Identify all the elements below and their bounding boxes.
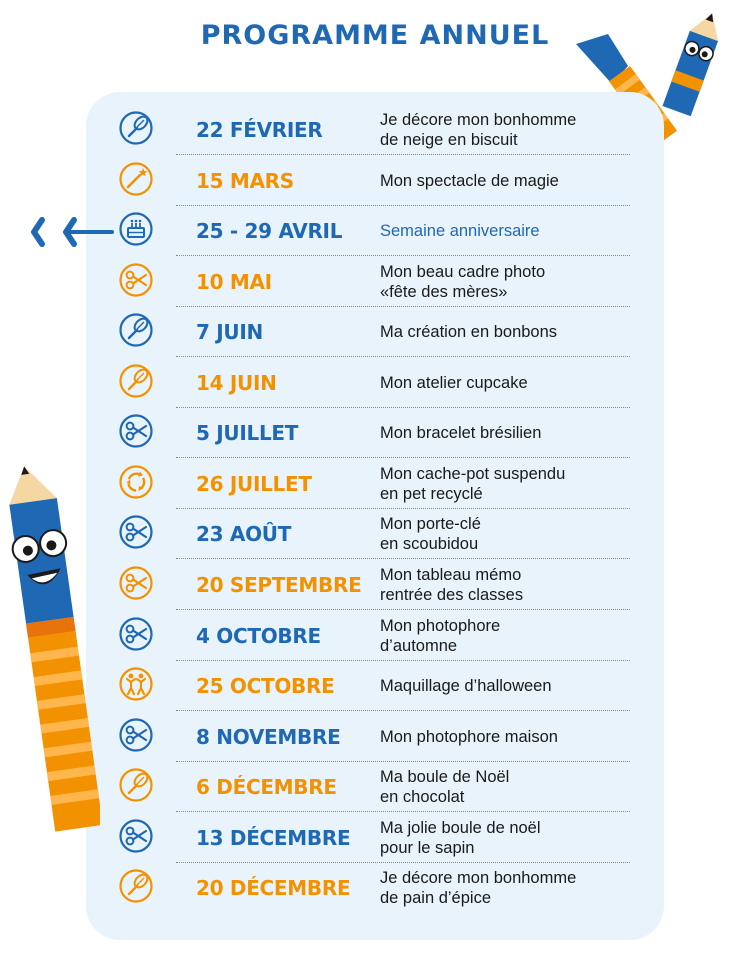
- event-date: 25 OCTOBRE: [196, 674, 335, 699]
- scissors-icon: [118, 262, 154, 298]
- recycle-icon: [118, 464, 154, 500]
- event-description-line2: pour le sapin: [380, 838, 475, 857]
- program-row: [110, 307, 630, 357]
- program-row: [110, 358, 630, 408]
- event-date: 26 JUILLET: [196, 471, 312, 496]
- event-description: [380, 813, 640, 863]
- event-description-line2: en scoubidou: [380, 535, 479, 554]
- program-row: [110, 509, 630, 559]
- event-description: [380, 712, 640, 762]
- dancing-people-icon: [118, 666, 154, 702]
- pencil-mascot-left: [8, 460, 100, 840]
- event-description-line1: Ma jolie boule de noël: [380, 818, 541, 837]
- scissors-icon: [118, 616, 154, 652]
- whisk-icon: [118, 110, 154, 146]
- event-description-line2: en pet recyclé: [380, 484, 483, 503]
- event-description: [380, 863, 640, 913]
- event-description: [380, 307, 640, 357]
- event-description-line1: Mon bracelet brésilien: [380, 424, 542, 443]
- program-row: [110, 762, 630, 812]
- event-description-line1: Mon photophore: [380, 616, 501, 635]
- program-row: [110, 661, 630, 711]
- program-row: [110, 105, 630, 155]
- event-date: 4 OCTOBRE: [196, 623, 321, 648]
- event-date: 25 - 29 AVRIL: [196, 219, 343, 244]
- event-date: 23 AOÛT: [196, 522, 292, 547]
- event-date: 13 DÉCEMBRE: [196, 825, 351, 850]
- scissors-icon: [118, 413, 154, 449]
- event-description-line1: Ma création en bonbons: [380, 323, 558, 342]
- program-row: [110, 408, 630, 458]
- event-description: [380, 408, 640, 458]
- page-title: PROGRAMME ANNUEL: [200, 20, 550, 51]
- event-date: 5 JUILLET: [196, 421, 299, 446]
- event-description-line1: Semaine anniversaire: [380, 222, 540, 241]
- program-row: [110, 156, 630, 206]
- event-date: 22 FÉVRIER: [196, 118, 323, 142]
- event-description: [380, 509, 640, 559]
- program-row: [110, 206, 630, 256]
- program-row: [110, 560, 630, 610]
- event-description: [380, 459, 640, 509]
- event-description: [380, 257, 640, 307]
- whisk-icon: [118, 767, 154, 803]
- event-description: [380, 560, 640, 610]
- event-date: 20 DÉCEMBRE: [196, 876, 351, 901]
- program-row: [110, 863, 630, 913]
- whisk-icon: [118, 312, 154, 348]
- scissors-icon: [118, 818, 154, 854]
- scissors-icon: [118, 565, 154, 601]
- event-description: [380, 611, 640, 661]
- program-row: [110, 813, 630, 863]
- event-date: 10 MAI: [196, 269, 272, 294]
- event-description-line2: de pain d’épice: [380, 889, 492, 908]
- program-row: [110, 611, 630, 661]
- event-description-line1: Je décore mon bonhomme: [380, 111, 577, 129]
- event-description-line2: rentrée des classes: [380, 585, 524, 604]
- event-description-line1: Je décore mon bonhomme: [380, 869, 577, 888]
- program-row: [110, 257, 630, 307]
- event-date: 14 JUIN: [196, 370, 277, 395]
- event-description-line1: Ma boule de Noël: [380, 768, 510, 787]
- event-description-line2: en chocolat: [380, 788, 465, 807]
- event-description-line1: Maquillage d’halloween: [380, 677, 552, 696]
- program-row: [110, 712, 630, 762]
- event-date: 7 JUIN: [196, 320, 263, 345]
- event-description-line1: Mon photophore maison: [380, 727, 558, 746]
- scissors-icon: [118, 514, 154, 550]
- event-description-line1: Mon tableau mémo: [380, 565, 522, 584]
- event-description-line1: Mon atelier cupcake: [380, 373, 528, 392]
- event-description: [380, 156, 640, 206]
- event-date: 15 MARS: [196, 168, 294, 193]
- event-description-line2: de neige en biscuit: [380, 131, 518, 149]
- magic-wand-icon: [118, 161, 154, 197]
- event-description: [380, 105, 640, 155]
- scissors-icon: [118, 717, 154, 753]
- event-description-line1: Mon spectacle de magie: [380, 171, 559, 190]
- event-description-line1: Mon beau cadre photo: [380, 262, 546, 281]
- event-description-line1: Mon porte-clé: [380, 515, 481, 534]
- birthday-cake-icon: [118, 211, 154, 247]
- event-description: [380, 762, 640, 812]
- event-description: [380, 358, 640, 408]
- event-date: 8 NOVEMBRE: [196, 724, 341, 749]
- event-date: 6 DÉCEMBRE: [196, 775, 337, 800]
- event-description-line1: Mon cache-pot suspendu: [380, 464, 566, 483]
- event-description-line2: «fête des mères»: [380, 282, 508, 301]
- event-date: 20 SEPTEMBRE: [196, 572, 362, 597]
- program-row: [110, 459, 630, 509]
- arrow-left-icon: [30, 216, 114, 248]
- event-description-line2: d’automne: [380, 636, 458, 655]
- event-description: [380, 206, 640, 256]
- whisk-icon: [118, 868, 154, 904]
- event-description: [380, 661, 640, 711]
- whisk-icon: [118, 363, 154, 399]
